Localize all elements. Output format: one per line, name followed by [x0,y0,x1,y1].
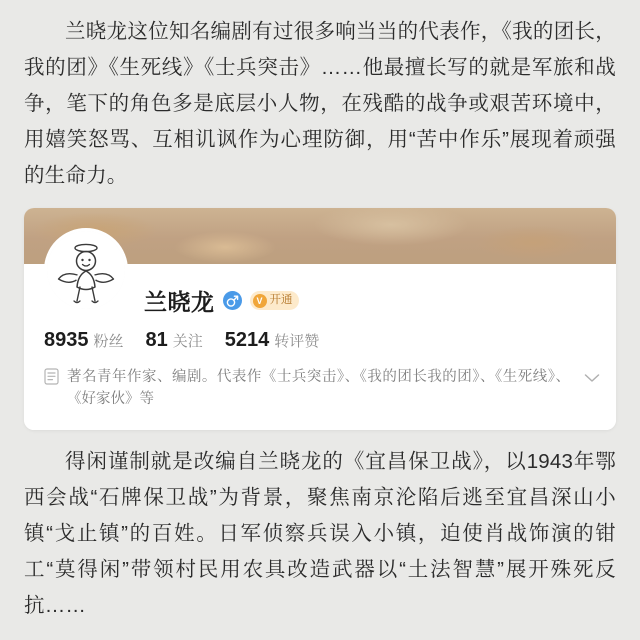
stat-following[interactable] [146,329,203,352]
stat-label: 关注 [172,333,203,350]
stat-value: 5214 [224,329,270,351]
vip-badge[interactable] [250,291,299,310]
article-paragraph-2: 得闲谨制就是改编自兰晓龙的《宜昌保卫战》，以1943年鄂西会战“石牌保卫战”为背景，聚焦南京沦陷后逃至宜昌深山小镇“戈止镇”的百姓。日军侦察兵误入小镇，迫使肖战饰演的钳工“莫得闲”带领村民用农具改造武器以“土法智慧”展开殊死反抗…… [24,450,616,617]
vip-badge-label: 开通 [269,294,293,306]
document-icon [44,368,59,390]
profile-bio-row[interactable] [44,366,600,410]
stat-value: 81 [145,329,168,351]
vip-dot-icon: V [253,294,267,308]
stat-followers[interactable] [44,329,124,352]
angel-doodle-avatar [47,231,125,309]
stat-value: 8935 [44,329,89,351]
chevron-down-icon[interactable] [578,370,600,388]
profile-card[interactable] [24,208,616,430]
profile-bio-text: 著名青年作家、编剧。代表作《士兵突击》、《我的团长我的团》、《生死线》、《好家伙》等 [67,369,570,407]
profile-username: 兰晓龙 [144,289,215,315]
article-paragraph-1: 兰晓龙这位知名编剧有过很多响当当的代表作，《我的团长，我的团》《生死线》《士兵突击》……他最擅长写的就是军旅和战争，笔下的角色多是底层小人物，在残酷的战争或艰苦环境中，用嬉笑怒骂、互相讥讽作为心理防御，用“苦中作乐”展现着顽强的生命力。 [24,20,616,187]
male-gender-icon [223,291,242,310]
stat-interactions[interactable] [225,329,320,352]
stat-label: 转评赞 [274,333,320,350]
avatar[interactable] [44,228,128,312]
profile-stats [44,329,319,352]
profile-name-row [144,284,299,317]
stat-label: 粉丝 [93,333,124,350]
